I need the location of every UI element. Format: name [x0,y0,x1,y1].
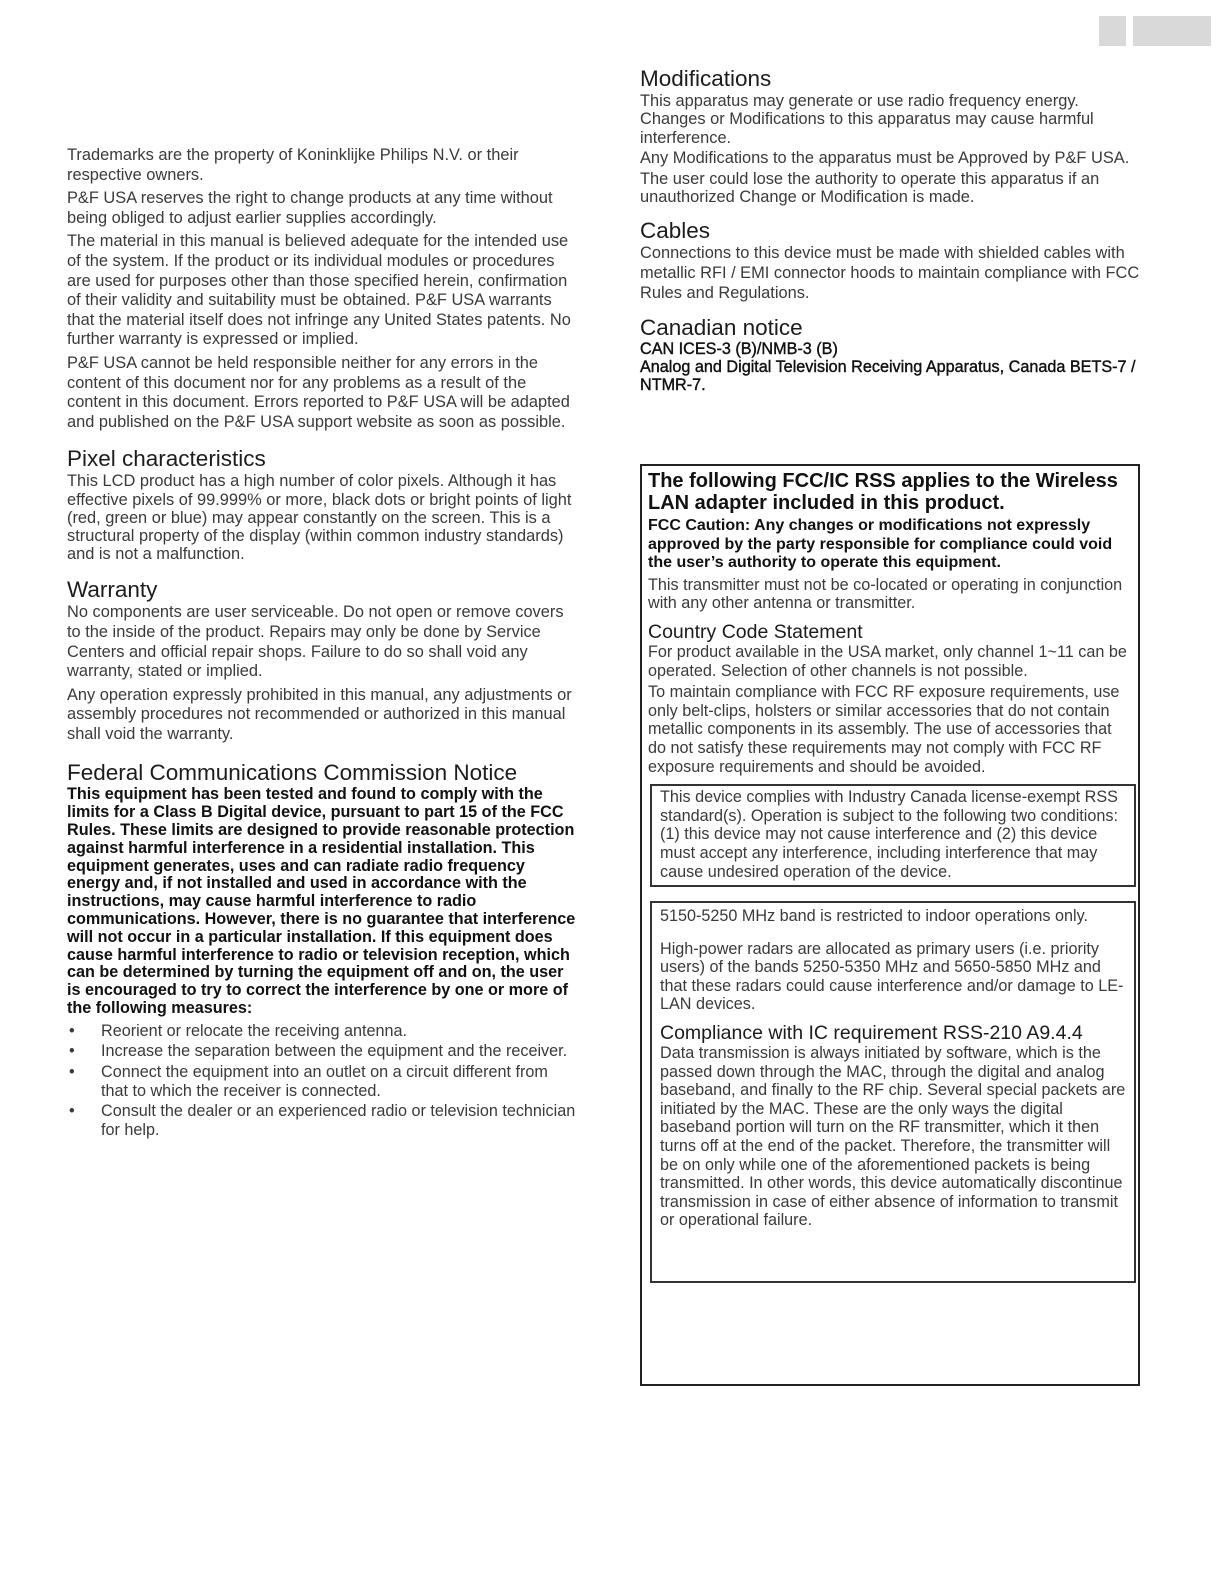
country-code-p1: For product available in the USA market, only channel 1~11 can be operated. Selection of other channels is not possible. [648,642,1127,680]
warranty-p2: Any operation expressly prohibited in this manual, any adjustments or assembly procedures not recommended or authorized in this manual shall void the warranty. [67,685,572,743]
warranty-section [67,577,577,744]
bullet-icon: • [69,1021,75,1040]
modifications-p1: This apparatus may generate or use radio frequency energy. Changes or Modifications to this apparatus may cause harmful interference. [640,92,1094,147]
material-paragraph: The material in this manual is believed adequate for the intended use of the system. If the product or its individual modules or procedures are used for purposes other than those specified herein, confirmation of their validity and suitability must be obtained. P&F USA warrants that the material itself does not infringe any United States patents. No further warranty is expressed or implied. [67,232,571,349]
canadian-line2: Analog and Digital Television Receiving Apparatus, Canada BETS-7 / NTMR-7. [640,358,1136,394]
page-tab-marker [1099,16,1126,46]
warranty-p1: No components are user serviceable. Do not open or remove covers to the inside of the product. Repairs may only be done by Service Centers and official repair shops. Failure to do so shall void any warranty, stated or implied. [67,603,564,681]
left-column [67,146,577,1141]
rss-compliance-text: Data transmission is always initiated by software, which is the passed down through the MAC, through the digital and analog baseband, and finally to the RF chip. Several special packets are initiated by the MAC. These are the only ways the digital baseband portion will turn on the RF transmitter, which it then turns off at the end of the packet. Therefore, the transmitter will be on only while one of the aforementioned packets is being transmitted. In other words, this device automatically discontinue transmission in case of either absence of information to transmit or operational failure. [660,1044,1126,1230]
modifications-title: Modifications [640,66,772,91]
responsibility-paragraph: P&F USA cannot be held responsible neither for any errors in the content of this document nor for any problems as a result of the content in this document. Errors reported to P&F USA will be adapted and published on the P&F USA support website as soon as possible. [67,353,570,431]
wireless-lan-heading: The following FCC/IC RSS applies to the Wireless LAN adapter included in this product. [648,470,1118,514]
industry-canada-text: This device complies with Industry Canada license-exempt RSS standard(s). Operation is subject to the following two conditions: (1) this device may not cause interference and (2) this device must accept any interference, including interference that may cause undesired operation of the device. [660,788,1118,881]
canadian-line1: CAN ICES-3 (B)/NMB-3 (B) [640,340,838,359]
intro-section [67,146,577,432]
fcc-section [67,760,577,1139]
right-column [640,66,1144,395]
trademark-paragraph: Trademarks are the property of Koninklijke Philips N.V. or their respective owners. [67,146,519,184]
band-restriction-p2: High-power radars are allocated as primary users (i.e. priority users) of the bands 5250-5350 MHz and 5650-5850 MHz and that these radars could cause interference and/or damage to LE-LAN devices. [660,939,1124,1014]
page-tab-marker-wide [1133,16,1211,46]
fcc-caution: FCC Caution: Any changes or modifications not expressly approved by the party responsible for compliance could void the user’s authority to operate this equipment. [648,517,1113,572]
country-code-title: Country Code Statement [648,620,863,643]
canadian-section [640,315,1144,394]
bullet-icon: • [69,1063,75,1082]
fcc-measures-list [67,1022,577,1140]
warranty-title: Warranty [67,577,158,603]
list-item: • Consult the dealer or an experienced radio or television technician for help. [69,1102,576,1139]
pixel-text: This LCD product has a high number of color pixels. Although it has effective pixels of 99.999% or more, black dots or bright points of light (red, green or blue) may appear constantly on the screen. This is a structural property of the display (within common industry standards) and is not a malfunction. [67,472,572,564]
modifications-section [640,66,1144,206]
fcc-title: Federal Communications Commission Notice [67,760,518,786]
country-code-p2: To maintain compliance with FCC RF exposure requirements, use only belt-clips, holsters or similar accessories that do not contain metallic components in its assembly. The use of accessories that do not satisfy these requirements may not comply with FCC RF exposure requirements and should be avoided. [648,683,1120,776]
industry-canada-box [650,784,1136,887]
cables-text: Connections to this device must be made with shielded cables with metallic RFI / EMI connector hoods to maintain compliance with FCC Rules and Regulations. [640,244,1140,302]
transmitter-text: This transmitter must not be co-located or operating in conjunction with any other antenna or transmitter. [648,575,1123,613]
pixel-title: Pixel characteristics [67,446,266,472]
wireless-lan-notice-box [640,464,1140,1386]
modifications-p2: Any Modifications to the apparatus must be Approved by P&F USA. [640,149,1130,168]
fcc-bold-text: This equipment has been tested and found to comply with the limits for a Class B Digital device, pursuant to part 15 of the FCC Rules. These limits are designed to provide reasonable protection against harmful interference in a residential installation. This equipment generates, uses and can radiate radio frequency energy and, if not installed and used in accordance with the instructions, may cause harmful interference to radio communications. However, there is no guarantee that interference will not occur in a particular installation. If this equipment does cause harmful interference to radio or television reception, which can be determined by turning the equipment off and on, the user is encouraged to try to correct the interference by one or more of the following measures: [67,785,576,1018]
list-item: • Increase the separation between the equipment and the receiver. [69,1042,568,1061]
list-item: • Reorient or relocate the receiving antenna. [69,1021,407,1040]
band-restriction-p1: 5150-5250 MHz band is restricted to indoor operations only. [660,907,1089,926]
rss-compliance-title: Compliance with IC requirement RSS-210 A9.4.4 [660,1022,1083,1045]
canadian-title: Canadian notice [640,315,803,341]
bullet-icon: • [69,1042,75,1061]
modifications-p3: The user could lose the authority to operate this apparatus if an unauthorized Change or Modification is made. [640,169,1100,207]
band-restriction-box [650,901,1136,1283]
pixel-section [67,446,577,563]
list-item: • Connect the equipment into an outlet on a circuit different from that to which the receiver is connected. [69,1063,548,1100]
cables-title: Cables [640,218,711,244]
cables-section [640,218,1144,303]
rights-paragraph: P&F USA reserves the right to change products at any time without being obliged to adjust earlier supplies accordingly. [67,189,553,227]
bullet-icon: • [69,1102,75,1121]
